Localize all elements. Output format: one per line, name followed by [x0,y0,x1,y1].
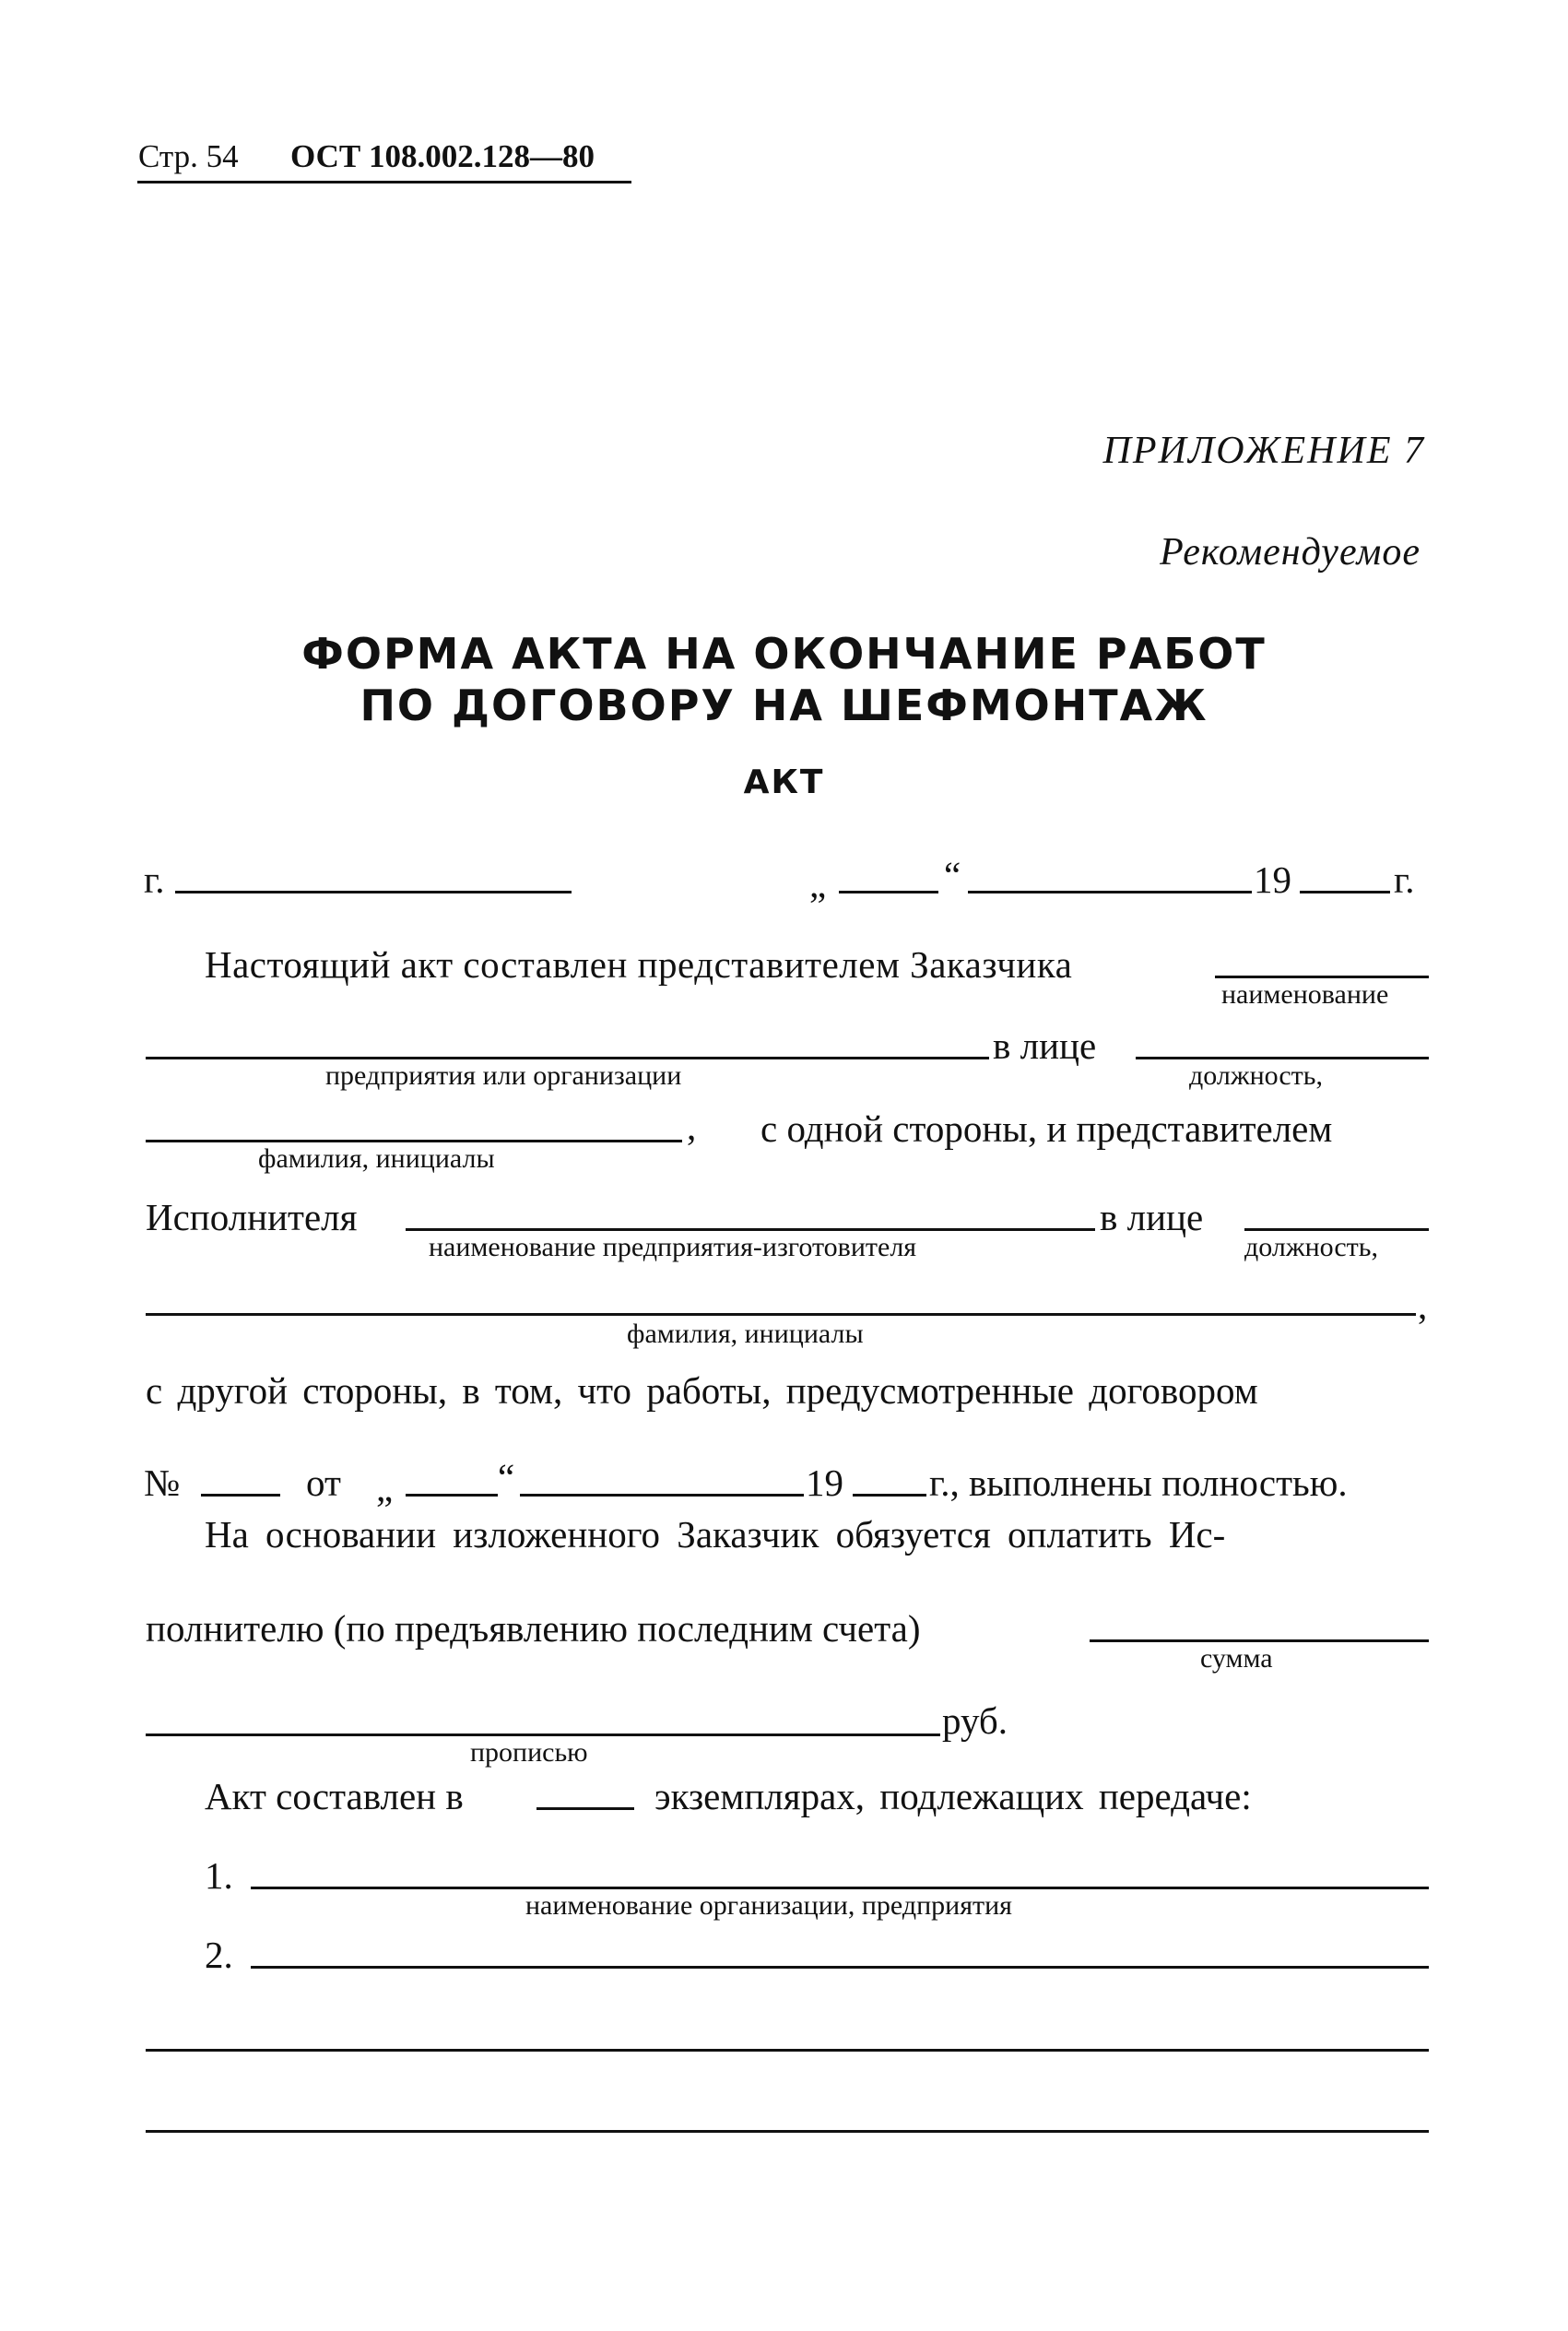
hint-fio: фамилия, инициалы [258,1143,495,1174]
executor-name-field[interactable] [406,1228,1095,1231]
year-prefix: 19 [1254,858,1291,901]
appendix-status: Рекомендуемое [1160,531,1421,574]
intro-text: Настоящий акт составлен представителем Заказчика [205,943,1073,986]
done-text: г., выполнены полностью. [929,1461,1348,1504]
hint-maker: наименование предприятия-изготовителя [429,1232,917,1262]
other-side-text: с другой стороны, в том, что работы, предусмотренные договором [146,1369,1258,1412]
rub-label: руб. [942,1699,1008,1742]
comma-1: , [687,1106,697,1148]
copies-suffix: экземплярах, подлежащих передаче: [654,1775,1252,1817]
basis-line-2: полнителю (по предъявлению последним счета) [146,1607,921,1650]
page-number: Стр. 54 [138,138,239,174]
sum-field[interactable] [1090,1639,1429,1642]
contract-year-field[interactable] [853,1494,926,1497]
hint-words: прописью [470,1737,588,1768]
contract-close-quote: “ [498,1456,515,1498]
day-field[interactable] [839,891,938,893]
act-heading: АКТ [743,763,825,801]
hint-fio-2: фамилия, инициалы [627,1319,864,1349]
customer-name-field[interactable] [1215,976,1429,978]
extra-line-2[interactable] [146,2130,1429,2133]
executor-fio-field[interactable] [146,1313,1416,1316]
executor-position-field[interactable] [1244,1228,1429,1231]
recipient-1-number: 1. [205,1854,233,1897]
copies-count-field[interactable] [536,1807,634,1810]
customer-fio-field[interactable] [146,1140,682,1142]
date-close-quote: “ [944,854,961,896]
customer-org-field[interactable] [146,1057,989,1059]
hint-sum: сумма [1200,1643,1273,1674]
recipient-2-field[interactable] [251,1966,1429,1969]
contract-month-field[interactable] [520,1494,804,1497]
from-label: от [306,1461,341,1504]
extra-line-1[interactable] [146,2049,1429,2052]
date-open-quote: „ [809,863,827,905]
sum-words-field[interactable] [146,1733,940,1736]
executor-label: Исполнителя [146,1196,358,1238]
form-title-line1: ФОРМА АКТА НА ОКОНЧАНИЕ РАБОТ [301,629,1267,679]
one-side-text: с одной стороны, и представителем [760,1107,1333,1150]
city-field[interactable] [175,891,572,893]
in-person-label-2: в лице [1100,1196,1204,1238]
in-person-label: в лице [993,1024,1097,1067]
contract-year-prefix: 19 [806,1461,843,1504]
form-title-line2: ПО ДОГОВОРУ НА ШЕФМОНТАЖ [360,680,1208,730]
hint-org: предприятия или организации [325,1060,682,1091]
header-underline [137,181,631,183]
year-suffix: г. [1394,858,1415,901]
document-code: ОСТ 108.002.128—80 [290,138,595,174]
contract-day-field[interactable] [406,1494,498,1497]
hint-name: наименование [1221,979,1389,1010]
customer-position-field[interactable] [1136,1057,1429,1059]
recipient-2-number: 2. [205,1934,233,1976]
number-sign: № [144,1461,181,1504]
recipient-1-field[interactable] [251,1887,1429,1889]
hint-org-2: наименование организации, предприятия [525,1890,1012,1921]
month-field[interactable] [968,891,1252,893]
hint-position: должность, [1189,1060,1323,1091]
basis-line-1: На основании изложенного Заказчик обязуется оплатить Ис- [205,1513,1226,1556]
comma-2: , [1418,1284,1428,1327]
year-field[interactable] [1300,891,1390,893]
city-label: г. [144,858,165,901]
appendix-label: ПРИЛОЖЕНИЕ 7 [1102,430,1425,472]
contract-open-quote: „ [376,1467,394,1509]
hint-position-2: должность, [1244,1232,1378,1262]
copies-prefix: Акт составлен в [205,1775,464,1817]
contract-number-field[interactable] [201,1494,280,1497]
